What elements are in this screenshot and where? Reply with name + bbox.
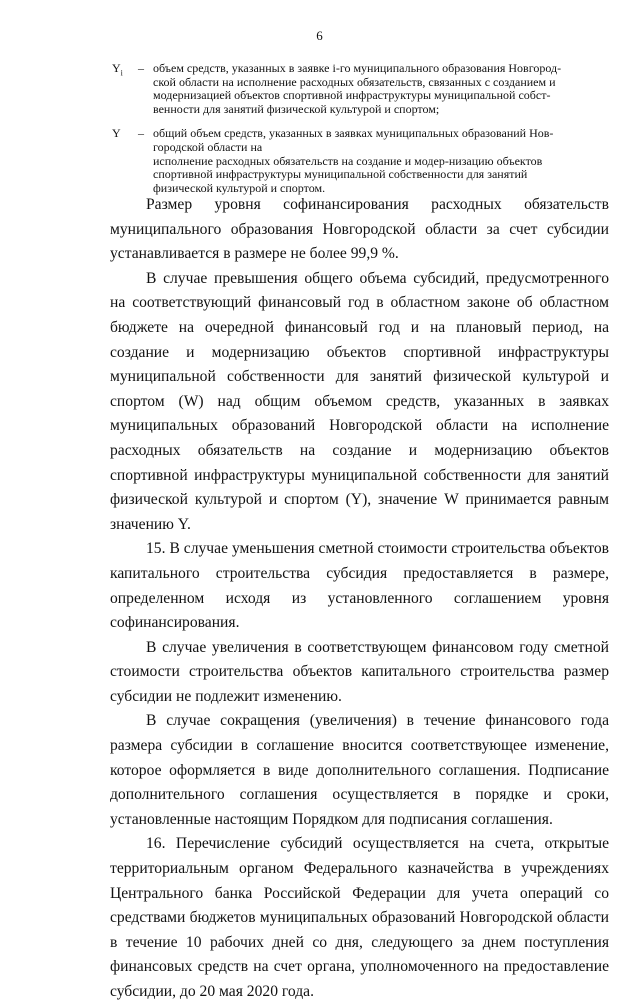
symbol-yi: $Y_i$ [112,61,123,78]
definition-text: общий объем средств, указанных в заявках муниципальных образований Нов- городской области на исполнение расходных обязательств на создание и модер-низацию объектов спортивной инфраструктуры муниципальной собственности для занятий физической культурой и спортом. [153,126,554,195]
page-number: 6 [316,28,323,43]
definition-dash: – [138,126,144,141]
paragraph-16-transfer: 16. Перечисление субсидий осуществляется на счета, открытые территориальным органом Федерального казначейства в учреждениях Центрального банка Российской Федерации для учета операций со средствами бюджетов муниципальных образований Новгородской области в течение 10 рабочих дней со дня, следующего за днем поступления финансовых средств на счет органа, уполномоченного на предоставление субсидии, до 20 мая 2020 года. [110,835,609,1000]
definition-y [112,127,600,195]
paragraph-cofinancing-level: Размер уровня софинансирования расходных обязательств муниципального образования Новгородской области за счет субсидии устанавливается в размере не более 99,9 %. [110,196,609,263]
definition-yi [112,62,600,116]
paragraph-cost-increase: В случае увеличения в соответствующем финансовом году сметной стоимости строительства объектов капитального строительства размер субсидии не подлежит изменению. [110,638,609,705]
paragraph-amount-change: В случае сокращения (увеличения) в течение финансового года размера субсидии в соглашение вносится соответствующее изменение, которое оформляется в виде дополнительного соглашения. Подписание дополнительного соглашения осуществляется в порядке и сроки, установленные настоящим Порядком для подписания соглашения. [110,712,609,828]
symbol-y: Y [112,126,121,141]
symbol-definitions [112,62,600,195]
document-body [110,193,609,1005]
definition-dash: – [138,61,144,75]
paragraph-15-cost-decrease: 15. В случае уменьшения сметной стоимости строительства объектов капитального строительства субсидия предоставляется в размере, определенном исходя из установленного соглашением уровня софинансирования. [110,540,609,632]
definition-text: объем средств, указанных в заявке i-го муниципального образования Новгород- ской области на исполнение расходных обязательств, связанных с созданием и модернизацией объектов спортивной инфраструктуры муниципальной собст- венности для занятий физической культурой и спортом; [153,61,562,116]
paragraph-subsidy-excess: В случае превышения общего объема субсидий, предусмотренного на соответствующий финансовый год в областном законе об областном бюджете на очередной финансовый год и на плановый период, на создание и модернизацию объектов спортивной инфраструктуры муниципальной собственности для занятий физической культурой и спортом (W) над общим объемом средств, указанных в заявках муниципальных образований Новгородской области на исполнение расходных обязательств на создание и модернизацию объектов спортивной инфраструктуры муниципальной собственности для занятий физической культурой и спортом (Y), значение W принимается равным значению Y. [110,269,609,533]
